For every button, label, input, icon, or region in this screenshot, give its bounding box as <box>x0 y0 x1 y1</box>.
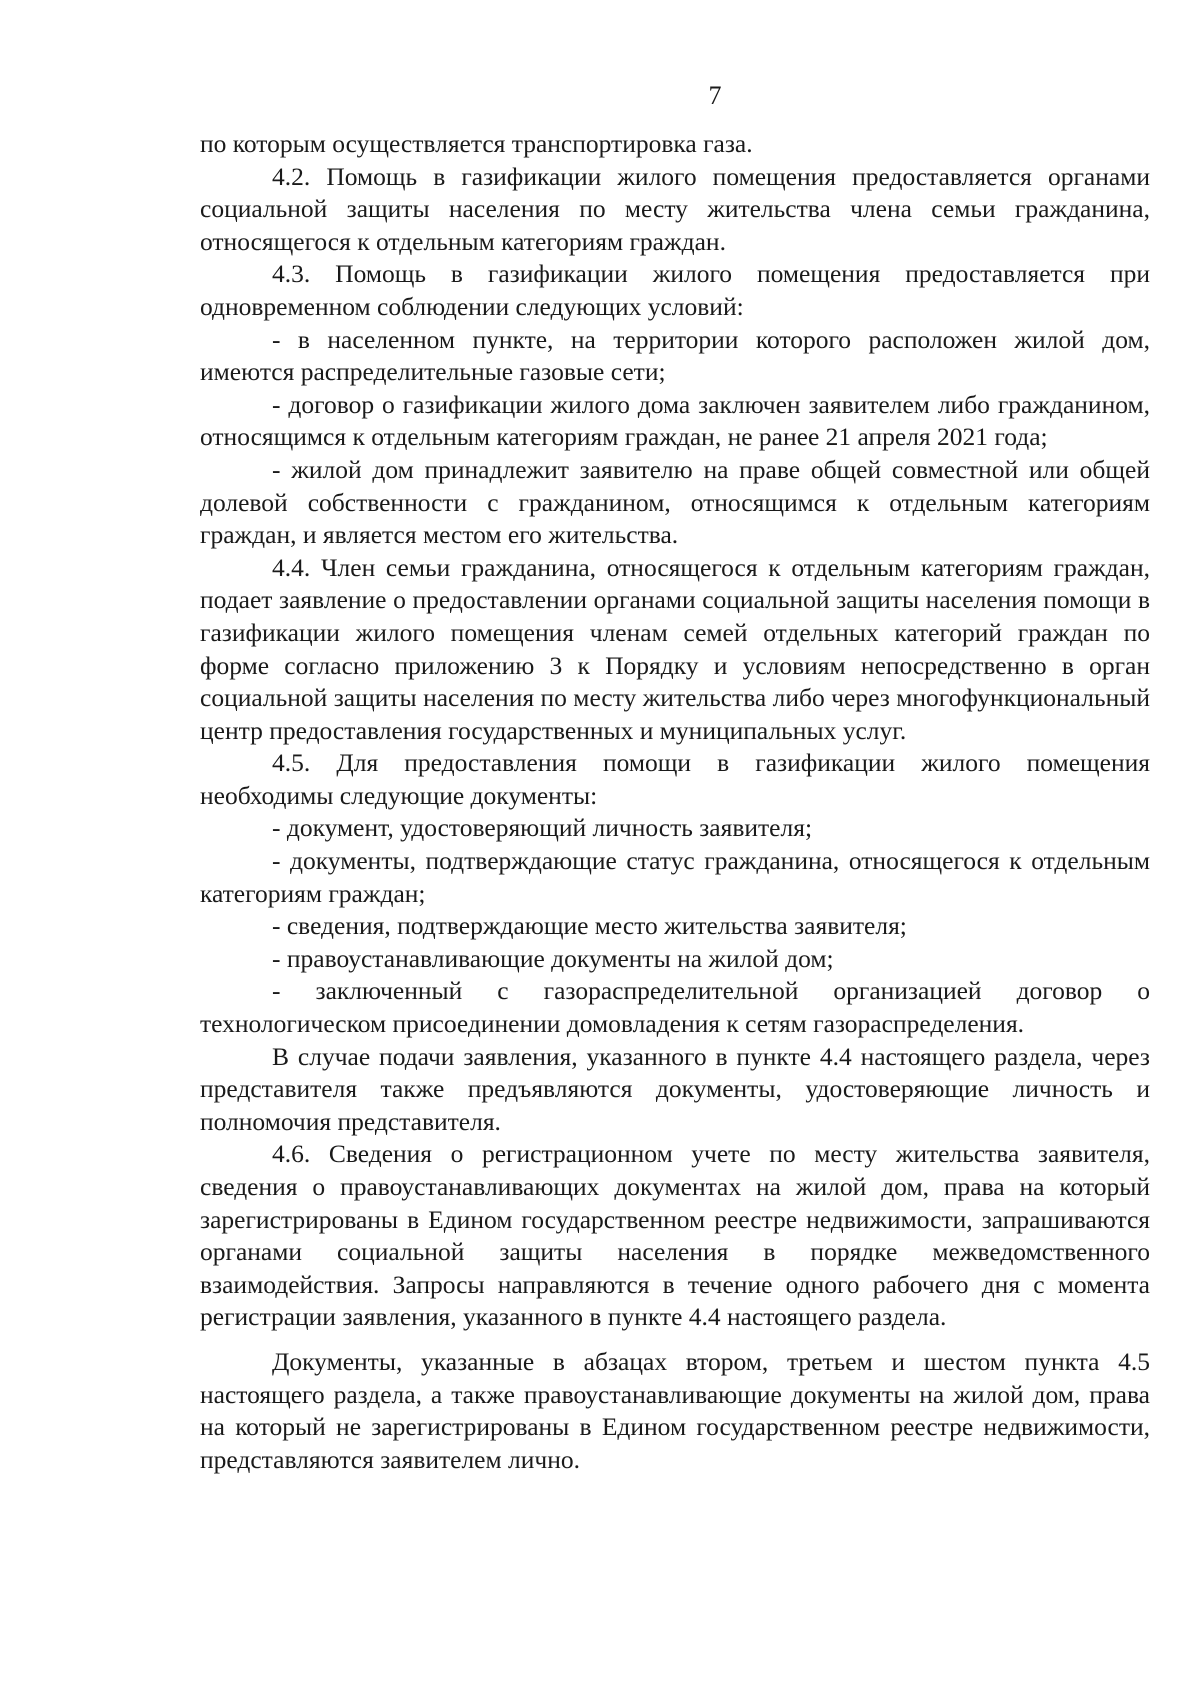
paragraph-4-2: 4.2. Помощь в газификации жилого помещения предоставляется органами социальной защиты населения по месту жительства члена семьи гражданина, относящегося к отдельным категориям граждан. <box>200 161 1150 256</box>
document-body <box>200 128 1150 1476</box>
document-item-connection-contract: - заключенный с газораспределительной организацией договор о технологическом присоединении домовладения к сетям газораспределения. <box>200 976 1150 1039</box>
paragraph-continuation: по которым осуществляется транспортировка газа. <box>200 129 753 158</box>
paragraph-4-3: 4.3. Помощь в газификации жилого помещения предоставляется при одновременном соблюдении следующих условий: <box>200 259 1150 321</box>
paragraph-representative: В случае подачи заявления, указанного в пункте 4.4 настоящего раздела, через представителя также предъявляются документы, удостоверяющие личность и полномочия представителя. <box>200 1041 1150 1136</box>
document-item-title-deeds: - правоустанавливающие документы на жилой дом; <box>272 943 834 973</box>
page-number: 7 <box>708 81 722 110</box>
paragraph-4-5: 4.5. Для предоставления помощи в газификации жилого помещения необходимы следующие документы: <box>200 748 1150 810</box>
paragraph-4-6: 4.6. Сведения о регистрационном учете по месту жительства заявителя, сведения о правоустанавливающих документах на жилой дом, права на который зарегистрированы в Едином государственном реестре недвижимости, запрашиваются органами социальной защиты населения в порядке межведомственного взаимодействия. Запросы направляются в течение одного рабочего дня с момента регистрации заявления, указанного в пункте 4.4 настоящего раздела. <box>200 1139 1150 1332</box>
condition-item-contract: - договор о газификации жилого дома заключен заявителем либо гражданином, относящимся к отдельным категориям граждан, не ранее 21 апреля 2021 года; <box>200 389 1150 452</box>
condition-item-gas-networks: - в населенном пункте, на территории которого расположен жилой дом, имеются распределительные газовые сети; <box>200 324 1150 387</box>
document-item-identity: - документ, удостоверяющий личность заявителя; <box>272 813 813 843</box>
condition-item-ownership: - жилой дом принадлежит заявителю на праве общей совместной или общей долевой собственности с гражданином, относящимся к отдельным категориям граждан, и является местом его жительства. <box>200 454 1150 550</box>
document-item-residence: - сведения, подтверждающие место жительства заявителя; <box>272 911 907 941</box>
paragraph-4-4: 4.4. Член семьи гражданина, относящегося к отдельным категориям граждан, подает заявление о предоставлении органами социальной защиты населения помощи в газификации жилого помещения членам семей отдельных категорий граждан по форме согласно приложению 3 к Порядку и условиям непосредственно в орган социальной защиты населения по месту жительства либо через многофункциональный центр предоставления государственных и муниципальных услуг. <box>200 552 1150 745</box>
paragraph-documents-in-person: Документы, указанные в абзацах втором, третьем и шестом пункта 4.5 настоящего раздела, а также правоустанавливающие документы на жилой дом, права на который не зарегистрированы в Едином государственном реестре недвижимости, представляются заявителем лично. <box>200 1346 1150 1474</box>
document-item-status: - документы, подтверждающие статус гражданина, относящегося к отдельным категориям граждан; <box>200 846 1150 908</box>
